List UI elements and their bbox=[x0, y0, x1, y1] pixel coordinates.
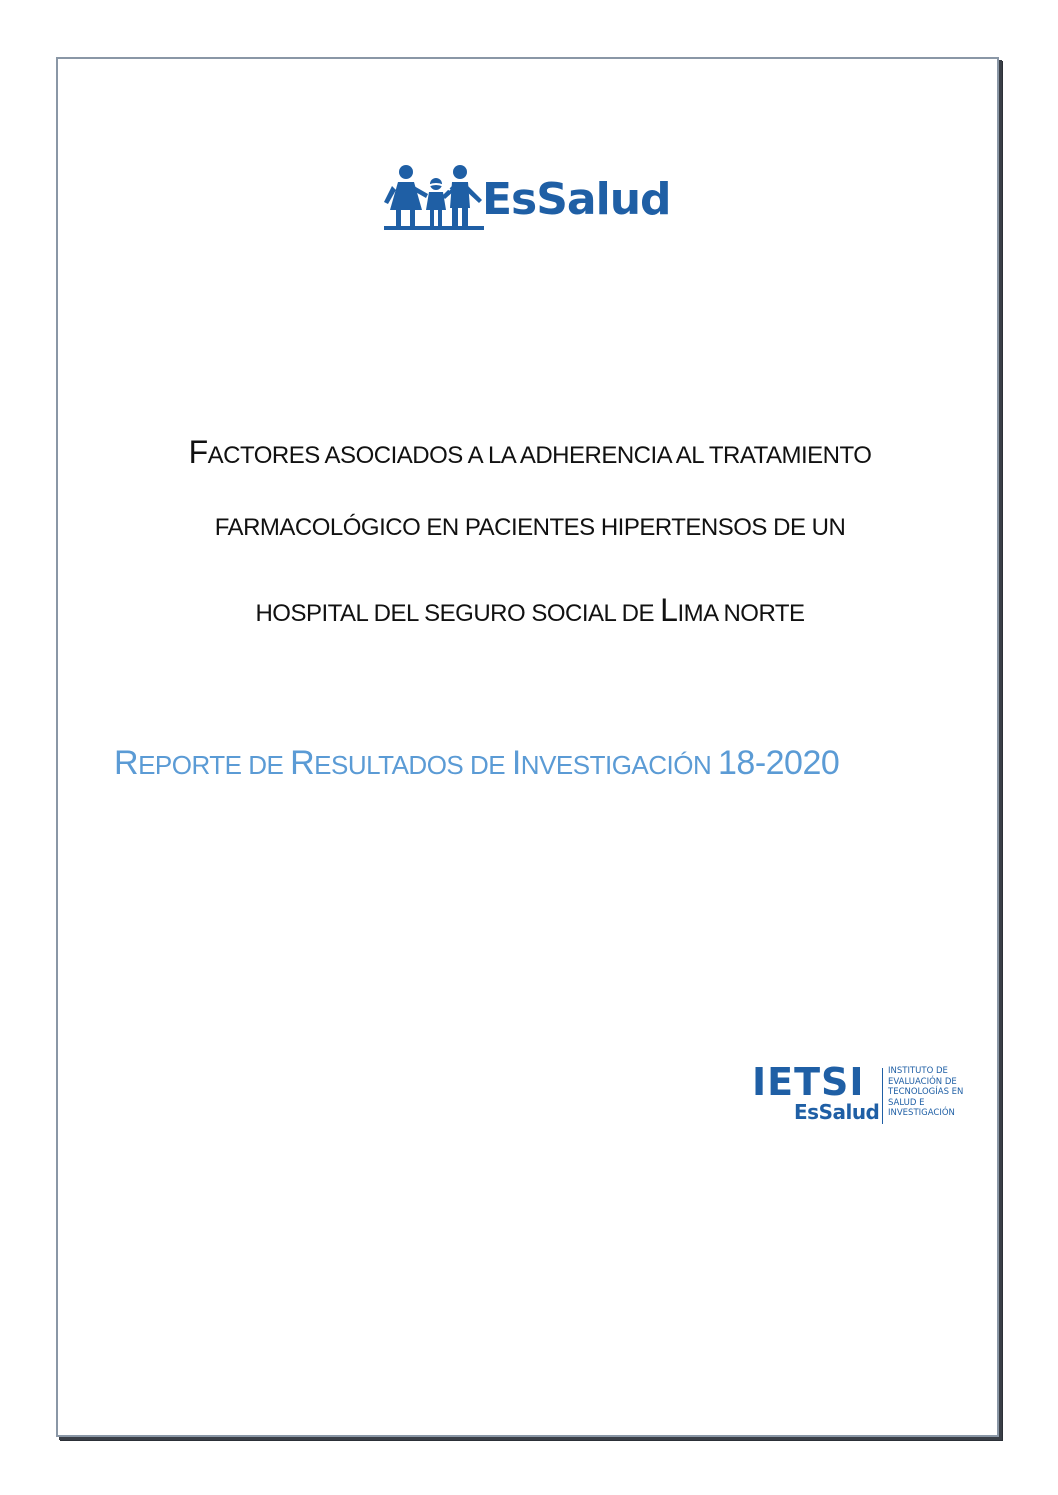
ietsi-acronym: IETSI bbox=[752, 1060, 865, 1104]
family-figures-icon bbox=[384, 164, 484, 230]
title-line-1: FACTORES ASOCIADOS A LA ADHERENCIA AL TRATAMIENTO bbox=[188, 434, 872, 470]
report-number: 18-2020 bbox=[718, 744, 840, 782]
ietsi-org: EsSalud bbox=[794, 1100, 880, 1124]
title-line-2: FARMACOLÓGICO EN PACIENTES HIPERTENSOS DE UN bbox=[214, 514, 846, 541]
ietsi-divider bbox=[882, 1068, 883, 1124]
ietsi-logo bbox=[752, 1060, 977, 1126]
ietsi-description: INSTITUTO DE EVALUACIÓN DE TECNOLOGÍAS EN SALUD E INVESTIGACIÓN bbox=[888, 1066, 964, 1118]
title-line-3: HOSPITAL DEL SEGURO SOCIAL DE LIMA NORTE bbox=[255, 592, 805, 628]
report-subtitle: REPORTE DE RESULTADOS DE INVESTIGACIÓN 18-2020 bbox=[114, 744, 840, 782]
essalud-logo-text: EsSalud bbox=[482, 174, 671, 225]
essalud-logo bbox=[384, 164, 674, 234]
